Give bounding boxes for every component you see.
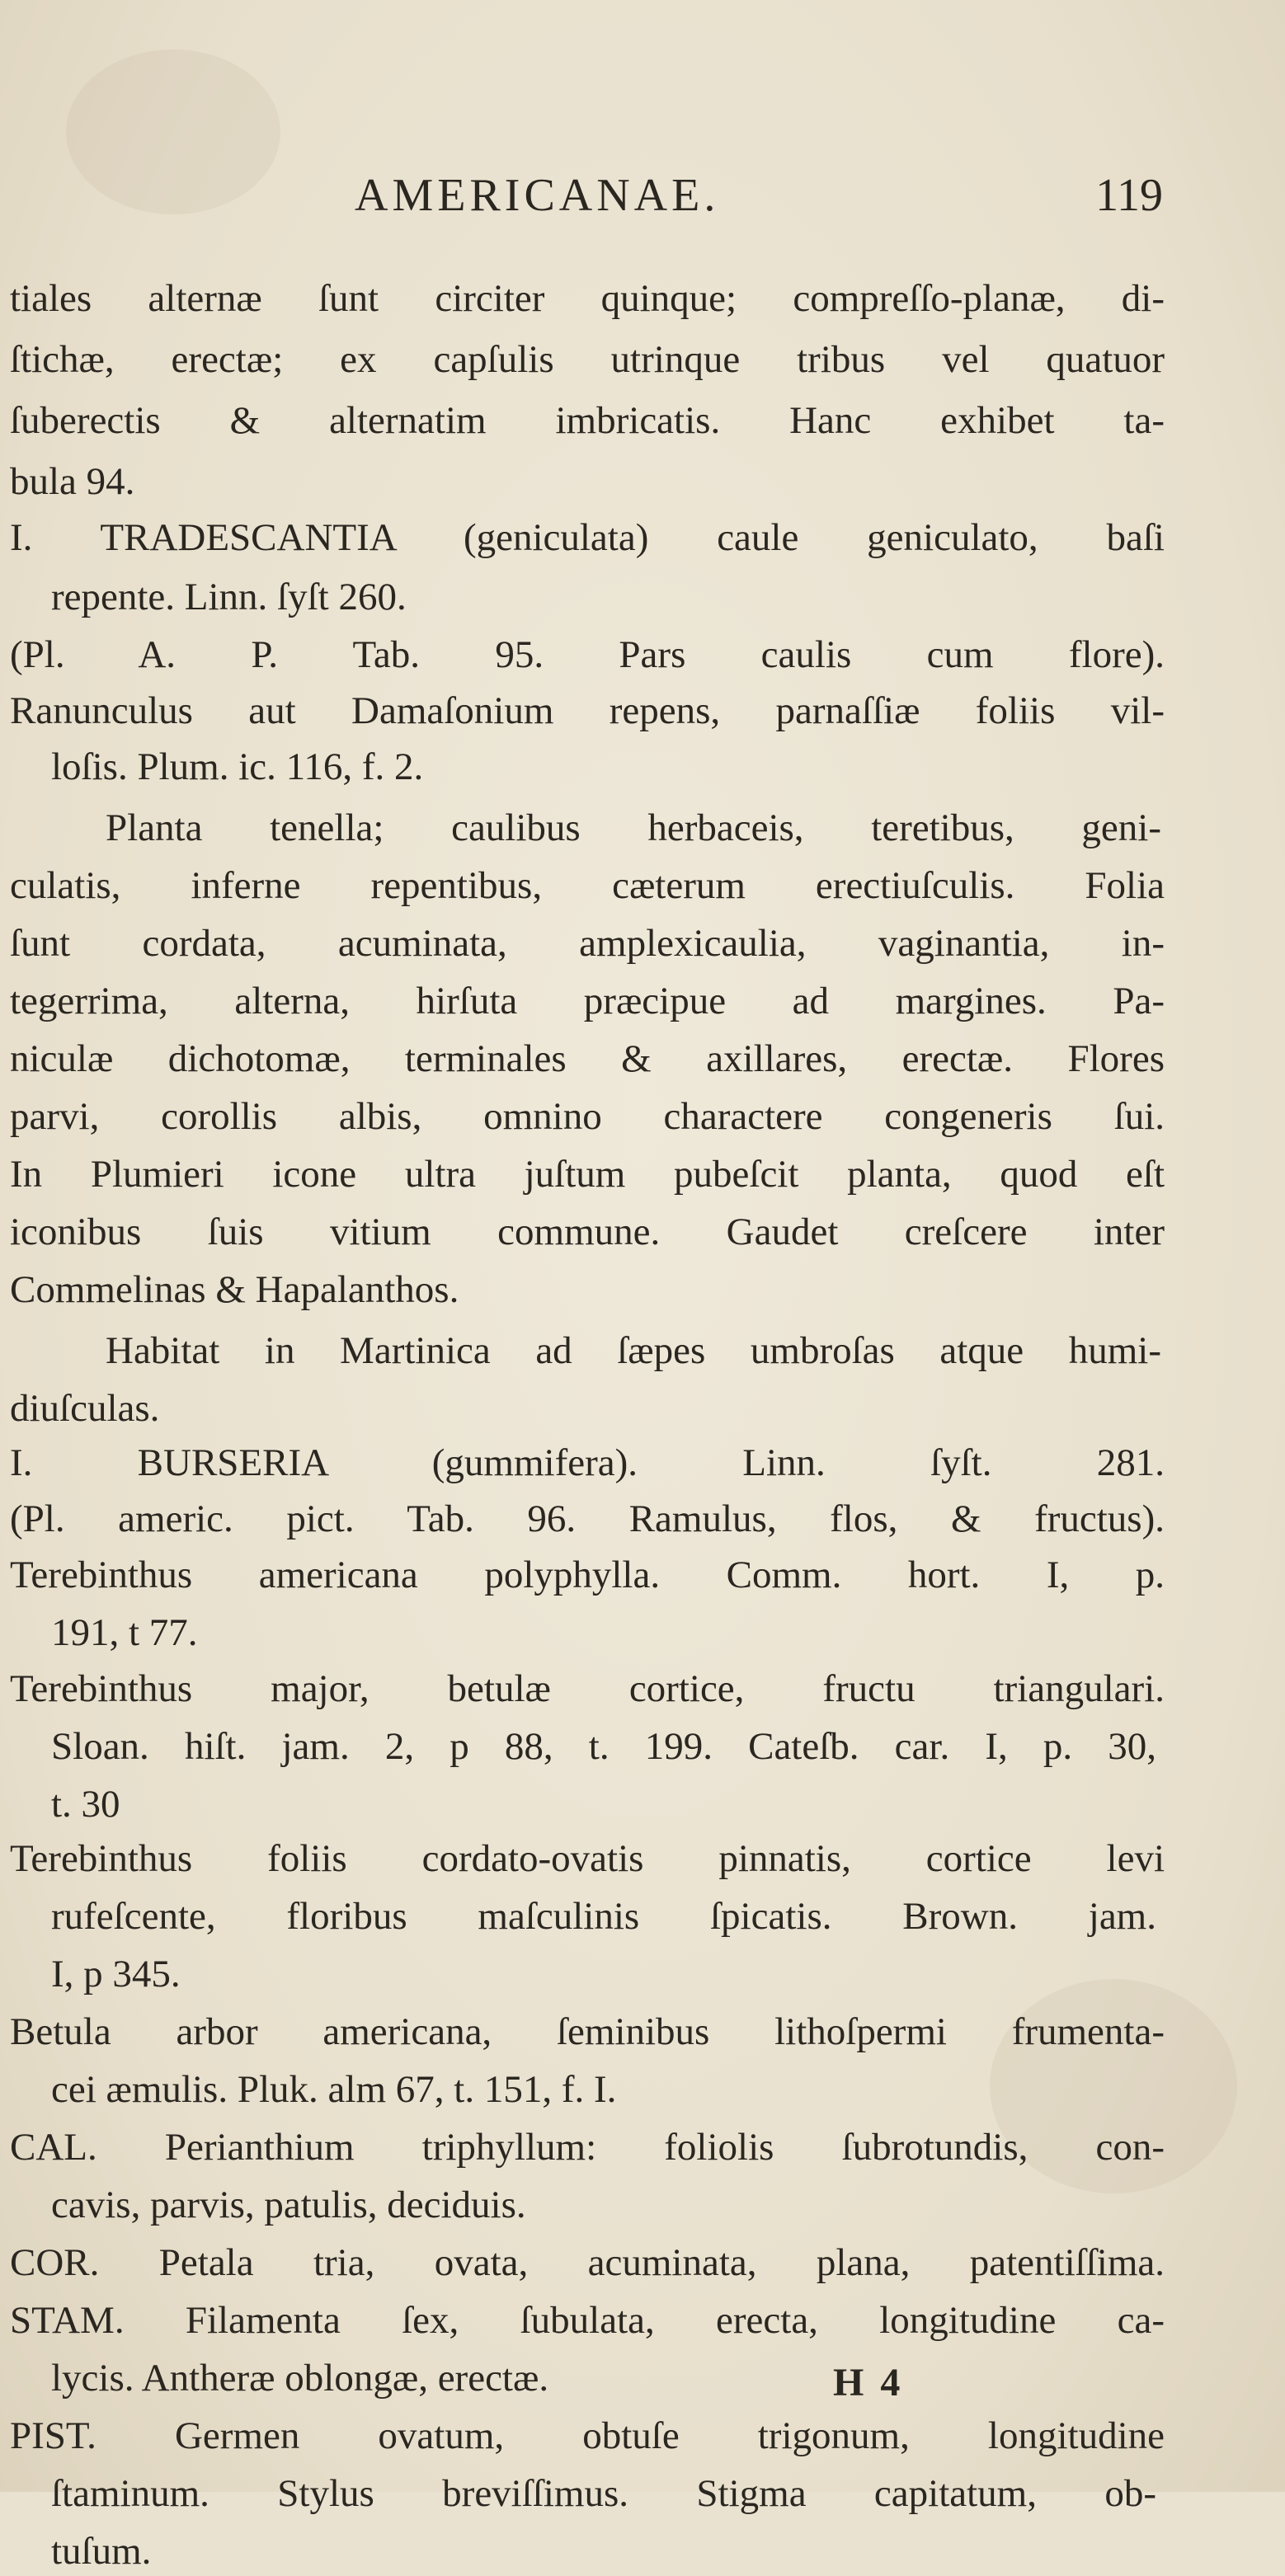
signature-mark: H 4 bbox=[833, 2361, 904, 2404]
text-line: STAM. Filamenta ſex, ſubulata, erecta, longitudine ca- bbox=[10, 2299, 1165, 2342]
text-line: rufeſcente, floribus maſculinis ſpicatis. Brown. jam. bbox=[51, 1895, 1156, 1938]
page-header bbox=[0, 169, 1285, 235]
text-line: I. BURSERIA (gummifera). Linn. ſyſt. 281. bbox=[10, 1441, 1165, 1484]
text-line: CAL. Perianthium triphyllum: foliolis ſubrotundis, con- bbox=[10, 2126, 1165, 2169]
text-line: (Pl. A. P. Tab. 95. Pars caulis cum flore). bbox=[10, 633, 1165, 676]
text-line: cei æmulis. Pluk. alm 67, t. 151, f. I. bbox=[51, 2068, 617, 2111]
text-line: COR. Petala tria, ovata, acuminata, plana, patentiſſima. bbox=[10, 2241, 1165, 2284]
text-line: cavis, parvis, patulis, deciduis. bbox=[51, 2183, 526, 2226]
text-line: ſunt cordata, acuminata, amplexicaulia, vaginantia, in- bbox=[10, 922, 1165, 965]
text-line: iconibus ſuis vitium commune. Gaudet creſcere inter bbox=[10, 1210, 1165, 1253]
text-line: Betula arbor americana, ſeminibus lithoſpermi frumenta- bbox=[10, 2010, 1165, 2053]
text-line: In Plumieri icone ultra juſtum pubeſcit planta, quod eſt bbox=[10, 1153, 1165, 1196]
text-line: loſis. Plum. ic. 116, f. 2. bbox=[51, 745, 424, 788]
text-line: diuſculas. bbox=[10, 1387, 160, 1430]
text-line: Commelinas & Hapalanthos. bbox=[10, 1268, 459, 1311]
text-line: Planta tenella; caulibus herbaceis, teretibus, geni- bbox=[106, 806, 1161, 849]
text-line: Terebinthus foliis cordato-ovatis pinnatis, cortice levi bbox=[10, 1837, 1165, 1880]
text-line: culatis, inferne repentibus, cæterum erectiuſculis. Folia bbox=[10, 864, 1165, 907]
running-head: AMERICANAE. bbox=[355, 170, 720, 221]
text-line: lycis. Antheræ oblongæ, erectæ. bbox=[51, 2357, 549, 2400]
text-line: I. TRADESCANTIA (geniculata) caule geniculato, baſi bbox=[10, 516, 1165, 559]
text-line: Habitat in Martinica ad ſæpes umbroſas atque humi- bbox=[106, 1329, 1161, 1372]
text-line: niculæ dichotomæ, terminales & axillares, erectæ. Flores bbox=[10, 1037, 1165, 1080]
text-line: (Pl. americ. pict. Tab. 96. Ramulus, flos, & fructus). bbox=[10, 1497, 1165, 1540]
text-line: tegerrima, alterna, hirſuta præcipue ad margines. Pa- bbox=[10, 980, 1165, 1022]
text-line: Terebinthus americana polyphylla. Comm. hort. I, p. bbox=[10, 1554, 1165, 1596]
text-line: Sloan. hiſt. jam. 2, p 88, t. 199. Cateſb. car. I, p. 30, bbox=[51, 1725, 1156, 1768]
text-line: t. 30 bbox=[51, 1783, 120, 1826]
text-line: ſtichæ, erectæ; ex capſulis utrinque tribus vel quatuor bbox=[10, 338, 1165, 381]
text-line: repente. Linn. ſyſt 260. bbox=[51, 576, 407, 618]
text-line: ſuberectis & alternatim imbricatis. Hanc exhibet ta- bbox=[10, 399, 1165, 442]
text-line: PIST. Germen ovatum, obtuſe trigonum, longitudine bbox=[10, 2414, 1165, 2457]
page-number: 119 bbox=[1095, 170, 1163, 221]
text-line: tuſum. bbox=[51, 2530, 152, 2573]
text-line: ſtaminum. Stylus breviſſimus. Stigma capitatum, ob- bbox=[51, 2472, 1156, 2515]
text-line: parvi, corollis albis, omnino charactere congeneris ſui. bbox=[10, 1095, 1165, 1138]
text-line: I, p 345. bbox=[51, 1953, 181, 1995]
text-line: bula 94. bbox=[10, 460, 135, 503]
text-line: Terebinthus major, betulæ cortice, fructu triangulari. bbox=[10, 1667, 1165, 1710]
text-line: 191, t 77. bbox=[51, 1611, 198, 1654]
text-line: tiales alternæ ſunt circiter quinque; compreſſo-planæ, di- bbox=[10, 277, 1165, 320]
text-line: Ranunculus aut Damaſonium repens, parnaſſiæ foliis vil- bbox=[10, 689, 1165, 732]
